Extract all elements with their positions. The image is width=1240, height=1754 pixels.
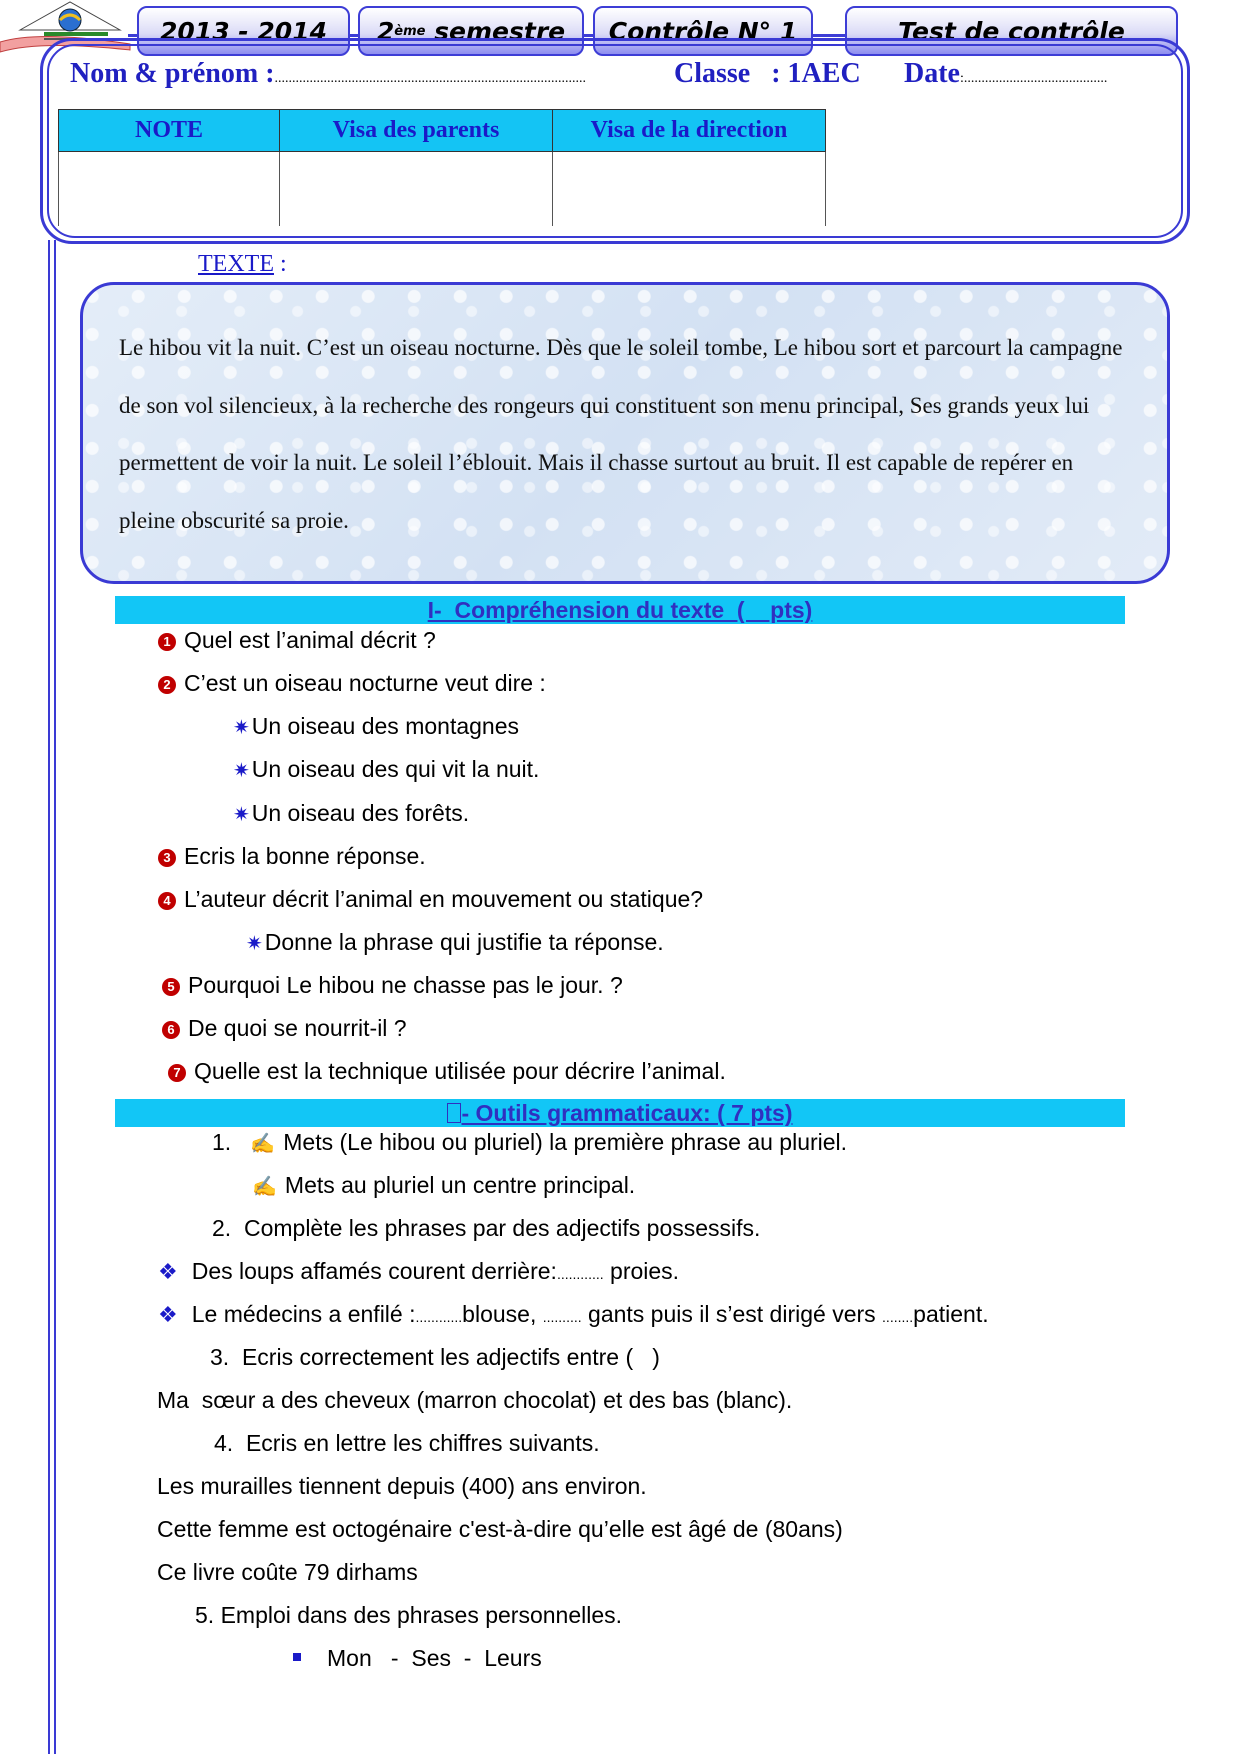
sentence-2: ❖ Le médecins a enfilé :............blouse, .......... gants puis il s’est dirigé vers ........patient. — [158, 1301, 989, 1327]
question-3: 3 Ecris la bonne réponse. — [158, 843, 426, 870]
question-5: 5 Pourquoi Le hibou ne chasse pas le jour. ? — [162, 972, 623, 999]
exercise-4-line-1: Les murailles tiennent depuis (400) ans environ. — [157, 1473, 647, 1499]
text-body: Le hibou vit la nuit. C’est un oiseau nocturne. Dès que le soleil tombe, Le hibou sort et parcourt la campagne de son vol silencieux, à la recherche des rongeurs qui constituent son menu principal, Ses grands yeux lui permettent de voir la nuit. Le soleil l’éblouit. Mais il chasse surtout au bruit. Il est capable de repérer en pleine obscurité sa proie. — [119, 335, 1123, 533]
class-field: Classe : 1AEC — [674, 58, 861, 89]
margin-line-inner — [54, 240, 56, 1754]
control-tab: Contrôle N° 1 — [593, 6, 813, 56]
parents-visa-cell[interactable] — [280, 152, 553, 227]
square-bullet-icon — [293, 1653, 301, 1661]
texte-label: TEXTE : — [198, 251, 287, 277]
note-cell[interactable] — [59, 152, 280, 227]
option-1: ✷Un oiseau des montagnes — [233, 713, 519, 739]
question-6: 6 De quoi se nourrit-il ? — [162, 1015, 407, 1042]
question-7: 7 Quelle est la technique utilisée pour décrire l’animal. — [168, 1058, 726, 1085]
text-box — [80, 282, 1170, 584]
q3-number: 3 — [158, 849, 176, 867]
q7-number: 7 — [168, 1064, 186, 1082]
q6-number: 6 — [162, 1021, 180, 1039]
section-comprehension-title: I- Compréhension du texte ( pts) — [115, 596, 1125, 624]
exercise-5-words: Mon - Ses - Leurs — [293, 1645, 542, 1672]
exercise-4-line-3: Ce livre coûte 79 dirhams — [157, 1559, 418, 1585]
exercise-1a: 1. ✍ Mets (Le hibou ou pluriel) la première phrase au pluriel. — [212, 1129, 848, 1155]
asterisk-icon: ✷ — [233, 804, 250, 826]
parents-visa-header: Visa des parents — [280, 110, 553, 152]
diamond-bullet-icon: ❖ — [158, 1302, 178, 1327]
direction-visa-header: Visa de la direction — [553, 110, 826, 152]
note-header: NOTE — [59, 110, 280, 152]
exercise-3-sentence: Ma sœur a des cheveux (marron chocolat) et des bas (blanc). — [157, 1387, 793, 1413]
name-field[interactable]: Nom & prénom :......................................................................................... — [70, 58, 587, 89]
exercise-1b: ✍ Mets au pluriel un centre principal. — [252, 1172, 636, 1198]
pen-icon: ✍ — [252, 1176, 277, 1198]
asterisk-icon: ✷ — [233, 760, 250, 782]
test-tab: Test de contrôle — [845, 6, 1178, 56]
asterisk-icon: ✷ — [246, 933, 263, 955]
q4-number: 4 — [158, 892, 176, 910]
question-4b: ✷Donne la phrase qui justifie ta réponse. — [246, 929, 664, 955]
question-4: 4 L’auteur décrit l’animal en mouvement ou statique? — [158, 886, 703, 913]
exercise-5: 5. Emploi dans des phrases personnelles. — [195, 1602, 623, 1628]
year-tab: 2013 - 2014 — [137, 6, 350, 56]
q5-number: 5 — [162, 978, 180, 996]
margin-line-outer — [48, 240, 50, 1754]
semester-tab: 2 ème semestre — [358, 6, 584, 56]
exercise-4: 4. Ecris en lettre les chiffres suivants. — [214, 1430, 600, 1456]
grading-table — [58, 109, 826, 226]
exercise-3: 3. Ecris correctement les adjectifs entre ( ) — [210, 1344, 660, 1370]
missing-glyph-icon — [447, 1103, 461, 1123]
diamond-bullet-icon: ❖ — [158, 1259, 178, 1284]
option-2: ✷Un oiseau des qui vit la nuit. — [233, 756, 540, 782]
pen-icon: ✍ — [250, 1133, 276, 1155]
q2-number: 2 — [158, 676, 176, 694]
sentence-1: ❖ Des loups affamés courent derrière:............ proies. — [158, 1258, 680, 1284]
q1-number: 1 — [158, 633, 176, 651]
section-grammar-title: - Outils grammaticaux: ( 7 pts) — [115, 1099, 1125, 1127]
date-field[interactable]: Date:......................................... — [904, 58, 1108, 89]
asterisk-icon: ✷ — [233, 717, 250, 739]
direction-visa-cell[interactable] — [553, 152, 826, 227]
question-2: 2 C’est un oiseau nocturne veut dire : — [158, 670, 546, 697]
exercise-2: 2. Complète les phrases par des adjectifs possessifs. — [212, 1215, 761, 1241]
option-3: ✷Un oiseau des forêts. — [233, 800, 470, 826]
exercise-4-line-2: Cette femme est octogénaire c'est-à-dire qu’elle est âgé de (80ans) — [157, 1516, 843, 1542]
question-1: 1 Quel est l’animal décrit ? — [158, 627, 436, 654]
